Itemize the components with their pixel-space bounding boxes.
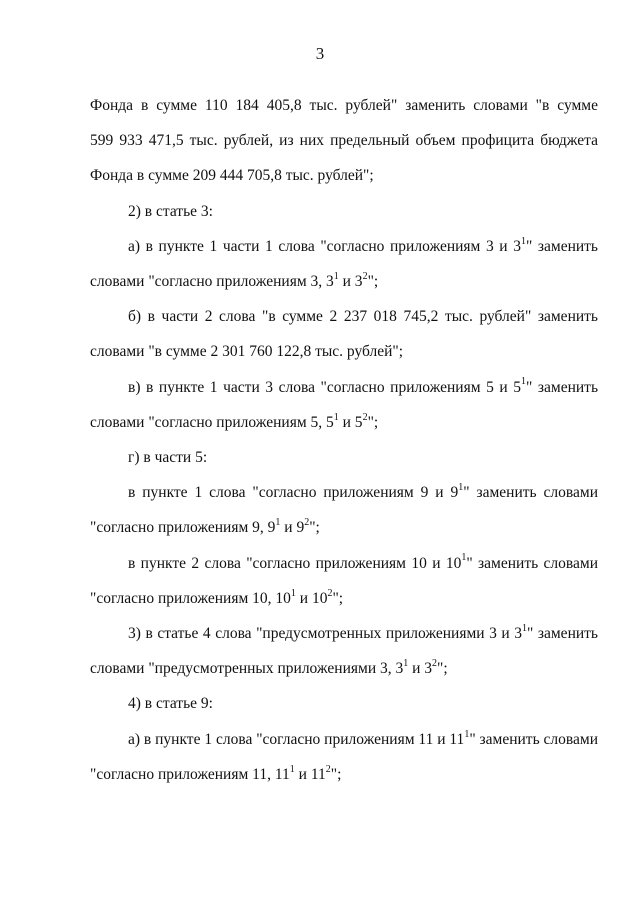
text-part: " заменить словами "предусмотренных приложениями 3, 3	[90, 625, 598, 678]
superscript: 1	[289, 763, 295, 775]
text-part: ";	[367, 273, 379, 291]
superscript: 2	[327, 587, 333, 599]
paragraph-part-5-point-2	[90, 546, 598, 616]
text-part: " заменить словами "согласно приложениям 10, 10	[90, 554, 598, 607]
text-part: и 11	[294, 765, 326, 783]
text-part: а) в пункте 1 слова "согласно приложениям 11 и 11	[128, 730, 465, 748]
text-part: " заменить словами "согласно приложениям 3, 3	[90, 237, 599, 291]
superscript: 1	[403, 658, 409, 670]
paragraph-fund-amount-line-1: Фонда в сумме 110 184 405,8 тыс. рублей" заменить словами "в сумме	[90, 97, 598, 114]
paragraph-fund-amount-line-3: Фонда в сумме 209 444 705,8 тыс. рублей";	[90, 167, 374, 185]
text-part: ";	[330, 765, 342, 783]
page-number: 3	[315, 44, 325, 63]
text-part: " заменить словами "согласно приложениям 5, 5	[90, 378, 599, 431]
superscript: 2	[325, 763, 331, 775]
text-part: в) в пункте 1 части 3 слова "согласно приложениям 5 и 5	[128, 378, 521, 396]
superscript: 1	[333, 411, 339, 423]
text-part: в пункте 2 слова "согласно приложениям 10 и 10	[128, 554, 462, 572]
paragraph-part-5-point-1	[90, 475, 598, 545]
superscript: 2	[362, 270, 368, 282]
paragraph-article-3-heading: 2) в статье 3:	[128, 202, 213, 220]
text-part: и 10	[295, 589, 328, 607]
text-part: и 3	[408, 660, 433, 678]
paragraph-article-3-item-b-line-1: б) в части 2 слова "в сумме 2 237 018 745,2 тыс. рублей" заменить	[128, 308, 598, 326]
paragraph-fund-amount-line-2: 599 933 471,5 тыс. рублей, из них предельный объем профицита бюджета	[90, 132, 598, 150]
document-body	[90, 88, 598, 792]
superscript: 1	[275, 517, 281, 529]
superscript: 2	[362, 411, 368, 423]
text-part: а) в пункте 1 части 1 слова "согласно приложениям 3 и 3	[128, 237, 521, 255]
text-part: и 5	[338, 413, 363, 431]
text-part: " заменить словами "согласно приложениям 11, 11	[90, 730, 598, 783]
paragraph-article-3-item-g-heading: г) в части 5:	[128, 449, 208, 467]
paragraph-article-9-item-a	[90, 722, 598, 792]
superscript: 1	[522, 622, 527, 634]
superscript: 1	[290, 587, 296, 599]
paragraph-article-4	[90, 616, 598, 686]
text-part: ";	[437, 660, 448, 678]
superscript: 1	[461, 552, 467, 564]
superscript: 1	[458, 482, 464, 494]
text-part: ";	[309, 519, 320, 537]
text-part: и 9	[280, 519, 305, 537]
superscript: 1	[464, 728, 470, 740]
text-part: 3) в статье 4 слова "предусмотренных приложениями 3 и 3	[128, 625, 522, 643]
superscript: 1	[520, 235, 526, 247]
text-part: и 3	[338, 273, 363, 291]
paragraph-article-9-heading: 4) в статье 9:	[128, 695, 213, 713]
superscript: 1	[521, 376, 526, 388]
superscript: 2	[432, 658, 438, 670]
text-part: в пункте 1 слова "согласно приложениям 9 и 9	[128, 484, 459, 502]
paragraph-article-3-item-a	[90, 229, 598, 299]
superscript: 1	[333, 270, 339, 282]
paragraph-article-3-item-b-line-2: словами "в сумме 2 301 760 122,8 тыс. рублей";	[90, 343, 404, 361]
text-part: " заменить словами "согласно приложениям 9, 9	[90, 484, 598, 537]
paragraph-article-3-item-v	[90, 370, 598, 440]
text-part: ";	[332, 589, 344, 607]
superscript: 2	[304, 517, 310, 529]
text-part: ";	[367, 413, 379, 431]
